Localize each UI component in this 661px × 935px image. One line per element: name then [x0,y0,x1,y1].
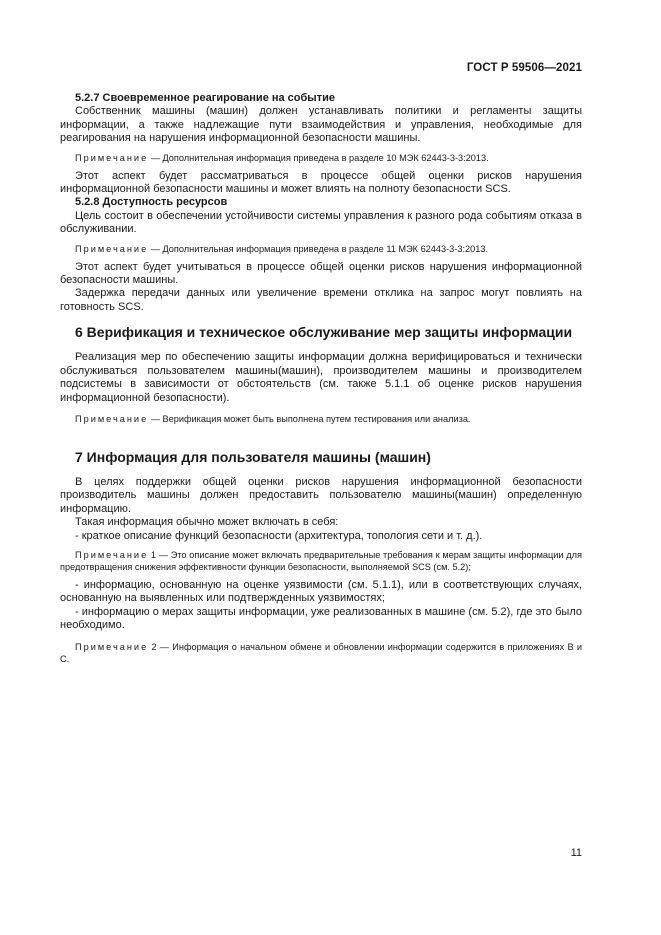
paragraph: Этот аспект будет рассматриваться в процессе общей оценки рисков нарушения информационной безопасности машины и может влиять на полноту безопасности SCS. [60,169,582,196]
note-text: 2 — Информация о начальном обмене и обновлении информации содержится в приложениях В и С. [60,641,582,664]
note-label: Примечание [75,641,149,652]
list-item: - информацию, основанную на оценке уязвимости (см. 5.1.1), или в соответствующих случаях, основанную на выявленных или подтвержденных уязвимостях; [60,578,582,605]
note-label: Примечание [75,413,149,424]
paragraph: В целях поддержки общей оценки рисков нарушения информационной безопасности производитель машины должен предоставить пользователю машины(машин) определенную информацию. [60,475,582,515]
paragraph: Собственник машины (машин) должен устанавливать политики и регламенты защиты информации, а также надлежащие пути взаимодействия и управления, необходимые для реагирования на нарушения информационной безопасности машины. [60,105,582,145]
section-title-6: 6 Верификация и техническое обслуживание мер защиты информации [75,324,573,341]
note [60,549,582,573]
paragraph: Задержка передачи данных или увеличение времени отклика на запрос могут повлиять на готовность SCS. [60,287,582,313]
page-content [60,92,582,665]
note-text: — Дополнительная информация приведена в разделе 10 МЭК 62443-3-3:2013. [148,152,489,163]
list-item: - краткое описание функций безопасности (архитектура, топология сети и т. д.). [75,529,483,542]
paragraph: Такая информация обычно может включать в себя: [75,516,339,529]
note-text: 1 — Это описание может включать предварительные требования к мерам защиты информации для предотвращения снижения эффективности функции безопасности, выполняемой SCS (см. 5.2); [60,549,582,572]
note [60,243,582,255]
note-label: Примечание [75,152,149,163]
subsection-title-5-2-8: 5.2.8 Доступность ресурсов [75,196,228,209]
page-number: 11 [570,847,582,859]
note [60,413,582,425]
note-text: — Верификация может быть выполнена путем тестирования или анализа. [148,413,471,424]
note-label: Примечание [75,549,149,560]
paragraph: Этот аспект будет учитываться в процессе общей оценки рисков нарушения информационной безопасности машины. [60,260,582,287]
paragraph: Реализация мер по обеспечению защиты информации должна верифицироваться и технически обслуживаться пользователем машины(машин), производителем машины и производителем подсистемы в зависимости от обстоятельств (см. также 5.1.1 об оценке рисков нарушения информационной безопасности). [60,351,582,404]
paragraph: Цель состоит в обеспечении устойчивости системы управления к разного рода событиям отказа в обслуживании. [60,209,582,236]
section-title-7: 7 Информация для пользователя машины (машин) [75,448,431,465]
standard-header: ГОСТ Р 59506—2021 [466,62,582,74]
note [60,152,582,164]
note-label: Примечание [75,243,149,254]
subsection-title-5-2-7: 5.2.7 Своевременное реагирование на событие [75,92,335,104]
note [60,641,582,665]
note-text: — Дополнительная информация приведена в разделе 11 МЭК 62443-3-3:2013. [148,243,489,254]
list-item: - информацию о мерах защиты информации, уже реализованных в машине (см. 5.2), где это было необходимо. [60,605,582,632]
